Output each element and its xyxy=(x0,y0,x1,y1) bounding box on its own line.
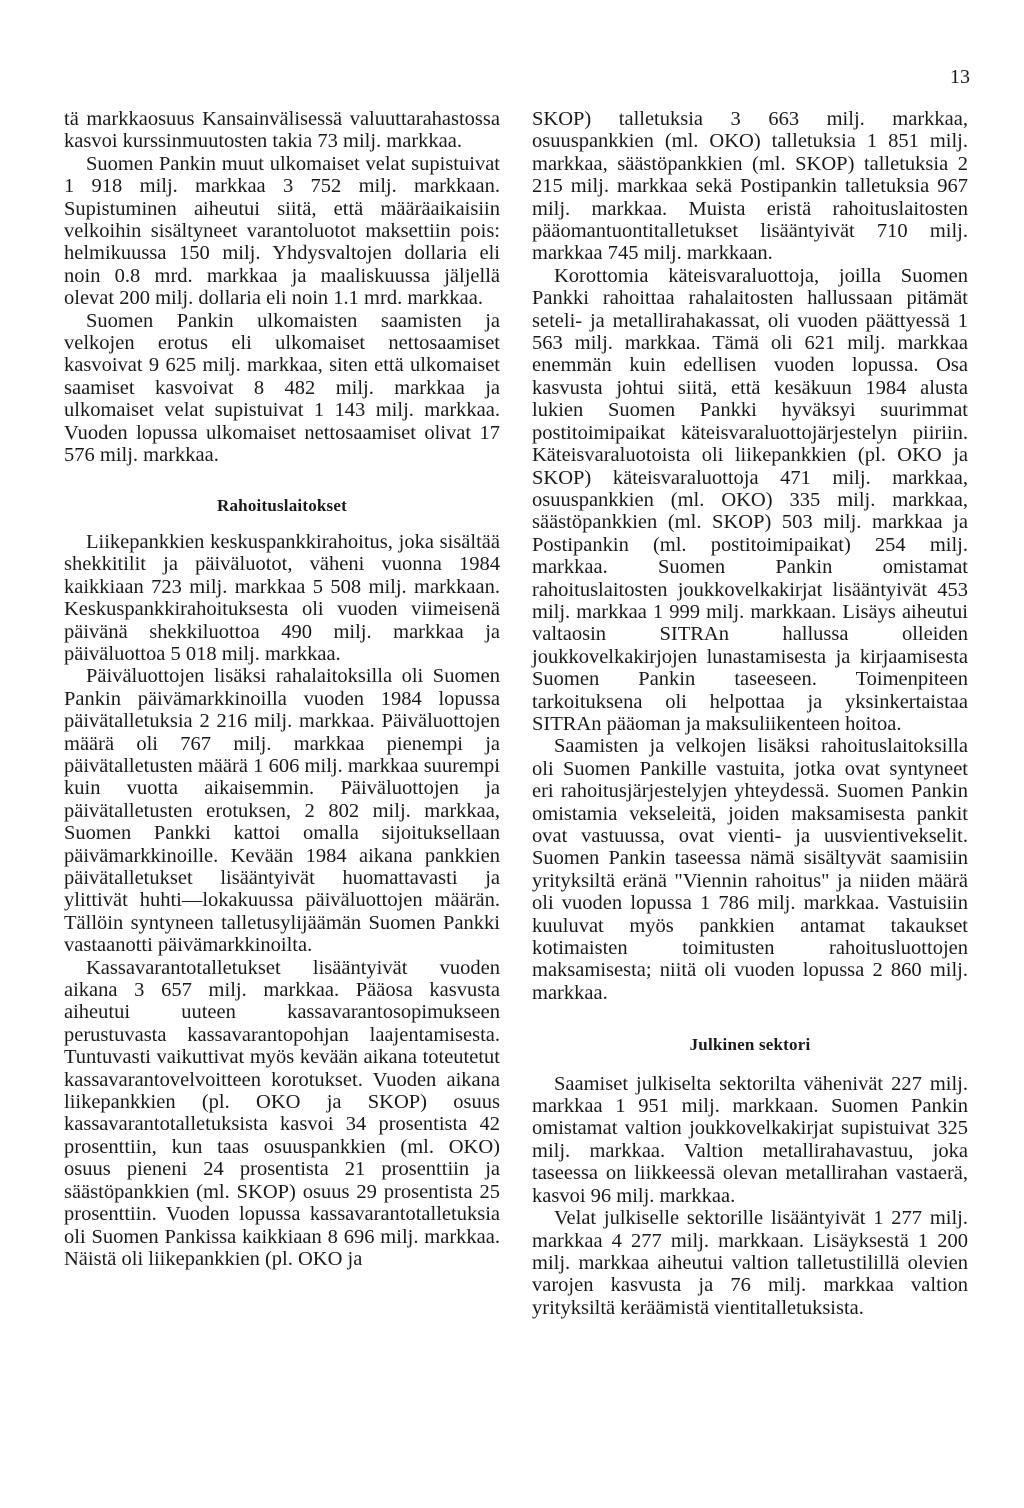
paragraph: tä markkaosuus Kansainvälisessä valuuttarahastossa kasvoi kurssinmuutosten takia 73 milj. markkaa. xyxy=(64,108,500,153)
left-column xyxy=(64,108,500,1270)
paragraph: SKOP) talletuksia 3 663 milj. markkaa, osuuspankkien (ml. OKO) talletuksia 1 851 milj. markkaa, säästöpankkien (ml. SKOP) talletuksia 2 215 milj. markkaa sekä Postipankin talletuksia 967 milj. markkaa. Muista eristä rahoituslaitosten pääomantuontitalletukset lisääntyivät 710 milj. markkaa 745 milj. markkaan. xyxy=(532,108,968,265)
paragraph: Korottomia käteisvaraluottoja, joilla Suomen Pankki rahoittaa rahalaitosten hallussaan pitämät seteli- ja metallirahakassat, oli vuoden päättyessä 1 563 milj. markkaa. Tämä oli 621 milj. markkaa enemmän kuin edellisen vuoden lopussa. Osa kasvusta johtui siitä, että kesäkuun 1984 alusta lukien Suomen Pankki hyväksyi suurimmat postitoimipaikat käteisvaraluottojärjestelyn piiriin. Käteisvaraluotoista oli liikepankkien (pl. OKO ja SKOP) käteisvaraluottoja 471 milj. markkaa, osuuspankkien (ml. OKO) 335 milj. markkaa, säästöpankkien (ml. SKOP) 503 milj. markkaa ja Postipankin (ml. postitoimipaikat) 254 milj. markkaa. Suomen Pankin omistamat rahoituslaitosten joukkovelkakirjat lisääntyivät 453 milj. markkaa 1 999 milj. markkaan. Lisäys aiheutui valtaosin SITRAn hallussa olleiden joukkovelkakirjojen lunastamisesta ja kirjaamisesta Suomen Pankin taseeseen. Toimenpiteen tarkoituksena oli helpottaa ja yksinkertaistaa SITRAn pääoman ja maksuliikenteen hoitoa. xyxy=(532,264,968,735)
right-column xyxy=(532,108,968,1319)
section-heading-rahoituslaitokset: Rahoituslaitokset xyxy=(217,495,347,515)
page-number: 13 xyxy=(950,66,970,88)
paragraph: Päiväluottojen lisäksi rahalaitoksilla oli Suomen Pankin päivämarkkinoilla vuoden 1984 lopussa päivätalletuksia 2 216 milj. markkaa. Päiväluottojen määrä oli 767 milj. markkaa pienempi ja päivätalletusten määrä 1 606 milj. markkaa suurempi kuin vuotta aikaisemmin. Päiväluottojen ja päivätalletusten erotuksen, 2 802 milj. markkaa, Suomen Pankki kattoi omalla sijoituksellaan päivämarkkinoille. Kevään 1984 aikana pankkien päivätalletukset lisääntyivät huomattavasti ja ylittivät huhti—lokakuussa päiväluottojen määrän. Tällöin syntyneen talletusylijäämän Suomen Pankki vastaanotti päivämarkkinoilta. xyxy=(64,665,500,957)
paragraph: Suomen Pankin muut ulkomaiset velat supistuivat 1 918 milj. markkaa 3 752 milj. markkaan. Supistuminen aiheutui siitä, että määräaikaisiin velkoihin sisältyneet varantoluotot maksettiin pois: helmikuussa 150 milj. Yhdysvaltojen dollaria eli noin 0.8 mrd. markkaa ja maaliskuussa jäljellä olevat 200 milj. dollaria eli noin 1.1 mrd. markkaa. xyxy=(64,152,500,310)
paragraph: Suomen Pankin ulkomaisten saamisten ja velkojen erotus eli ulkomaiset nettosaamiset kasvoivat 9 625 milj. markkaa, siten että ulkomaiset saamiset kasvoivat 8 482 milj. markkaa ja ulkomaiset velat supistuivat 1 143 milj. markkaa. Vuoden lopussa ulkomaiset nettosaamiset olivat 17 576 milj. markkaa. xyxy=(64,309,500,467)
paragraph: Velat julkiselle sektorille lisääntyivät 1 277 milj. markkaa 4 277 milj. markkaan. Lisäyksestä 1 200 milj. markkaa aiheutui valtion talletustilillä olevien varojen kasvusta ja 76 milj. markkaa valtion yrityksiltä keräämistä vientitalletuksista. xyxy=(532,1207,968,1319)
section-heading-julkinen-sektori: Julkinen sektori xyxy=(689,1035,811,1055)
paragraph: Saamiset julkiselta sektorilta vähenivät 227 milj. markkaa 1 951 milj. markkaan. Suomen Pankin omistamat valtion joukkovelkakirjat supistuivat 325 milj. markkaa. Valtion metallirahavastuu, joka taseessa on liikkeessä olevan metallirahan vastaerä, kasvoi 96 milj. markkaa. xyxy=(532,1072,968,1207)
paragraph: Liikepankkien keskuspankkirahoitus, joka sisältää shekkitilit ja päiväluotot, väheni vuonna 1984 kaikkiaan 723 milj. markkaa 5 508 milj. markkaan. Keskuspankkirahoituksesta oli vuoden viimeisenä päivänä shekkiluottoa 490 milj. markkaa ja päiväluottoa 5 018 milj. markkaa. xyxy=(64,530,500,665)
paragraph: Kassavarantotalletukset lisääntyivät vuoden aikana 3 657 milj. markkaa. Pääosa kasvusta aiheutui uuteen kassavarantosopimukseen perustuvasta kassavarantopohjan laajentamisesta. Tuntuvasti vaikuttivat myös kevään aikana toteutetut kassavarantovelvoitteen korotukset. Vuoden aikana liikepankkien (pl. OKO ja SKOP) osuus kassavarantotalletuksista kasvoi 34 prosentista 42 prosenttiin, kun taas osuuspankkien (ml. OKO) osuus pieneni 24 prosentista 21 prosenttiin ja säästöpankkien (ml. SKOP) osuus 29 prosentista 25 prosenttiin. Vuoden lopussa kassavarantotalletuksia oli Suomen Pankissa kaikkiaan 8 696 milj. markkaa. Näistä oli liikepankkien (pl. OKO ja xyxy=(64,956,500,1270)
paragraph: Saamisten ja velkojen lisäksi rahoituslaitoksilla oli Suomen Pankille vastuita, jotka ovat syntyneet eri rahoitusjärjestelyjen yhteydessä. Suomen Pankin omistamia vekseleitä, joiden maksamisesta pankit ovat vastuussa, ovat vienti- ja uusvientivekselit. Suomen Pankin taseessa nämä sisältyvät saamisiin yrityksiltä eränä "Viennin rahoitus" ja niiden määrä oli vuoden lopussa 1 786 milj. markkaa. Vastuisiin kuuluvat myös pankkien antamat takaukset kotimaisten toimitusten rahoitusluottojen maksamisesta; niitä oli vuoden lopussa 2 860 milj. markkaa. xyxy=(532,735,968,1004)
